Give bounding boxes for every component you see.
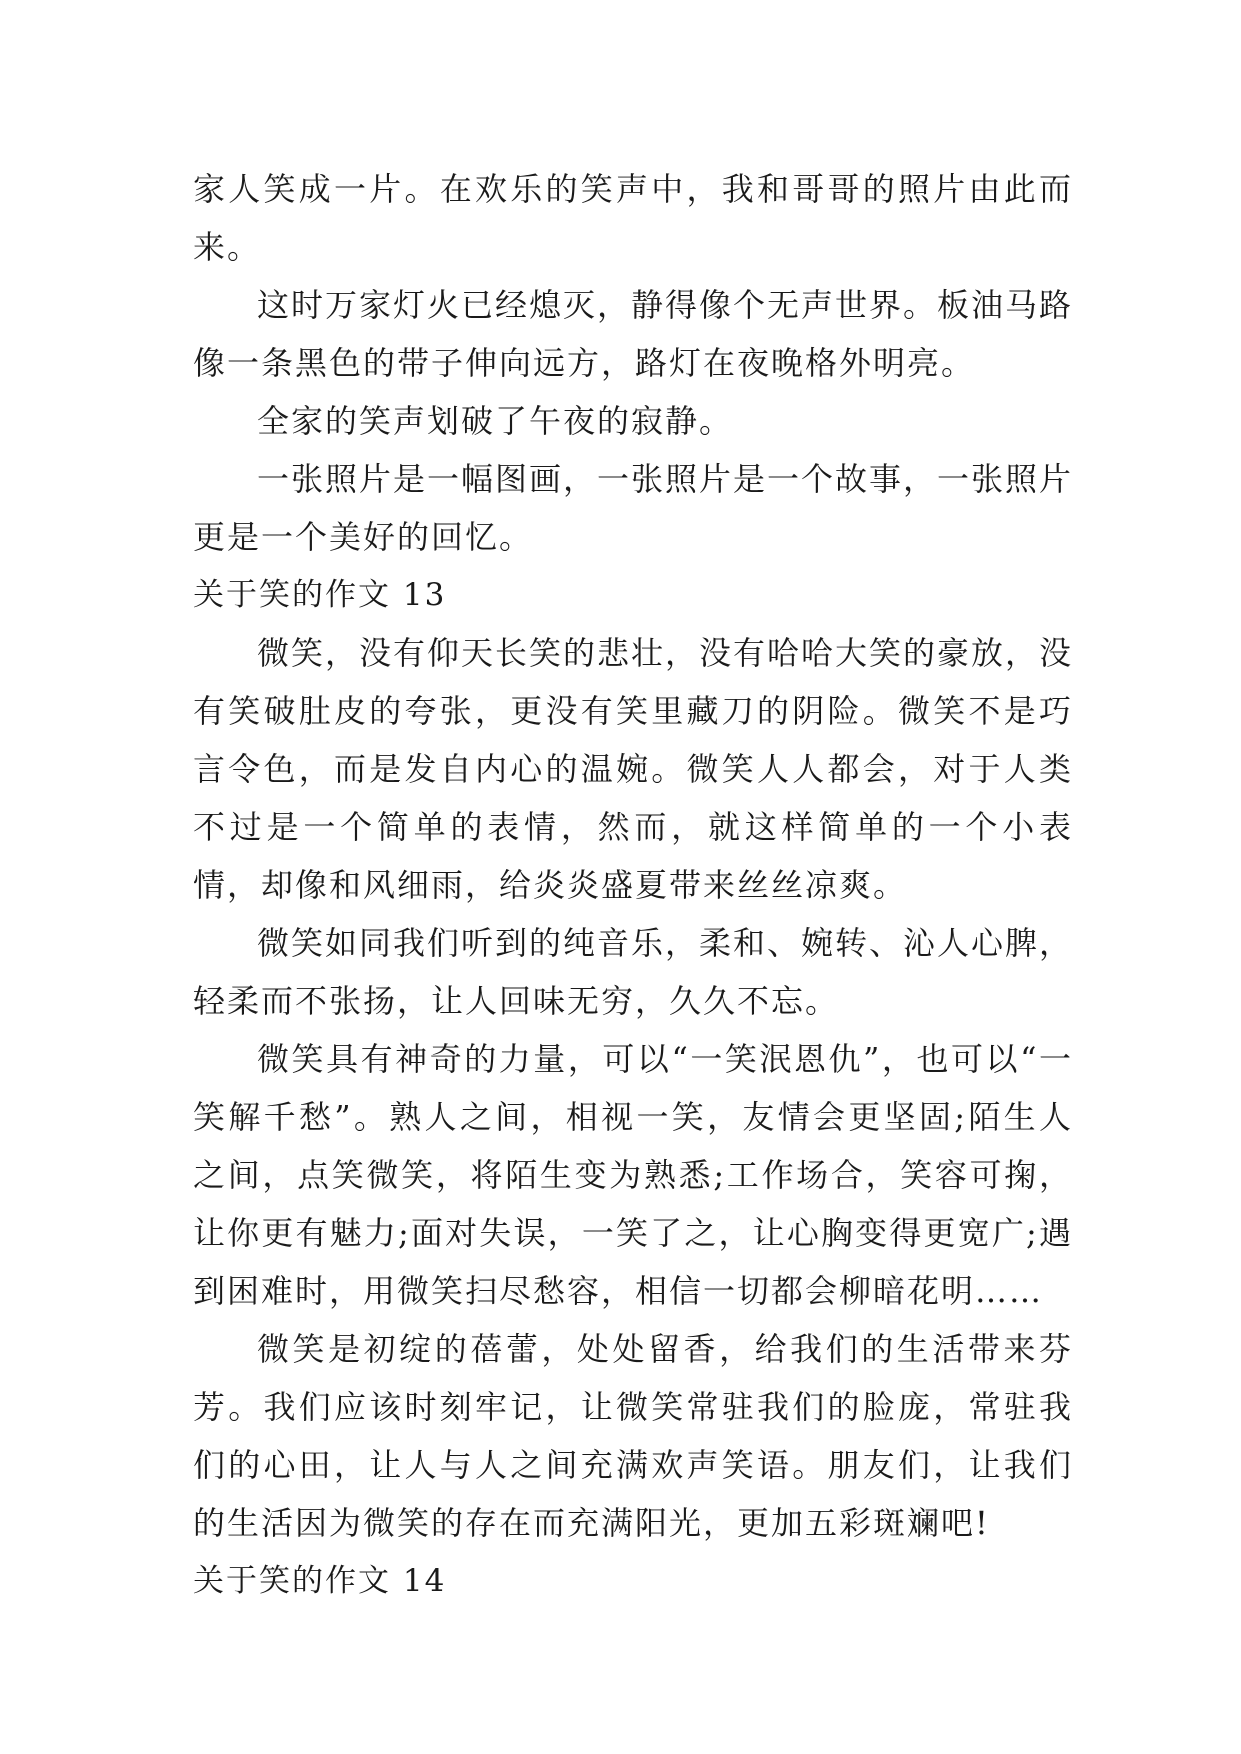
paragraph: 微笑具有神奇的力量，可以“一笑泯恩仇”，也可以“一笑解千愁”。熟人之间，相视一笑，友情会更坚固;陌生人之间，点笑微笑，将陌生变为熟悉;工作场合，笑容可掬，让你更有魅力;面对失误，一笑了之，让心胸变得更宽广;遇到困难时，用微笑扫尽愁容，相信一切都会柳暗花明……: [193, 1040, 1073, 1310]
paragraph: 一张照片是一幅图画，一张照片是一个故事，一张照片更是一个美好的回忆。: [193, 460, 1074, 556]
paragraph: 微笑是初绽的蓓蕾，处处留香，给我们的生活带来芬芳。我们应该时刻牢记，让微笑常驻我们的脸庞，常驻我们的心田，让人与人之间充满欢声笑语。朋友们，让我们的生活因为微笑的存在而充满阳光，更加五彩斑斓吧!: [193, 1330, 1073, 1542]
paragraph: 微笑，没有仰天长笑的悲壮，没有哈哈大笑的豪放，没有笑破肚皮的夸张，更没有笑里藏刀的阴险。微笑不是巧言令色，而是发自内心的温婉。微笑人人都会，对于人类不过是一个简单的表情，然而，就这样简单的一个小表情，却像和风细雨，给炎炎盛夏带来丝丝凉爽。: [193, 634, 1074, 904]
paragraph: 全家的笑声划破了午夜的寂静。: [257, 402, 734, 440]
paragraph-continued: 家人笑成一片。在欢乐的笑声中，我和哥哥的照片由此而来。: [193, 170, 1073, 266]
paragraph: 微笑如同我们听到的纯音乐，柔和、婉转、沁人心脾，轻柔而不张扬，让人回味无穷，久久不忘。: [193, 924, 1074, 1020]
document-body: [193, 160, 1073, 1610]
paragraph: 这时万家灯火已经熄灭，静得像个无声世界。板油马路像一条黑色的带子伸向远方，路灯在夜晚格外明亮。: [193, 286, 1074, 382]
section-heading-13: 关于笑的作文 13: [193, 577, 447, 613]
section-heading-14: 关于笑的作文 14: [193, 1563, 447, 1599]
